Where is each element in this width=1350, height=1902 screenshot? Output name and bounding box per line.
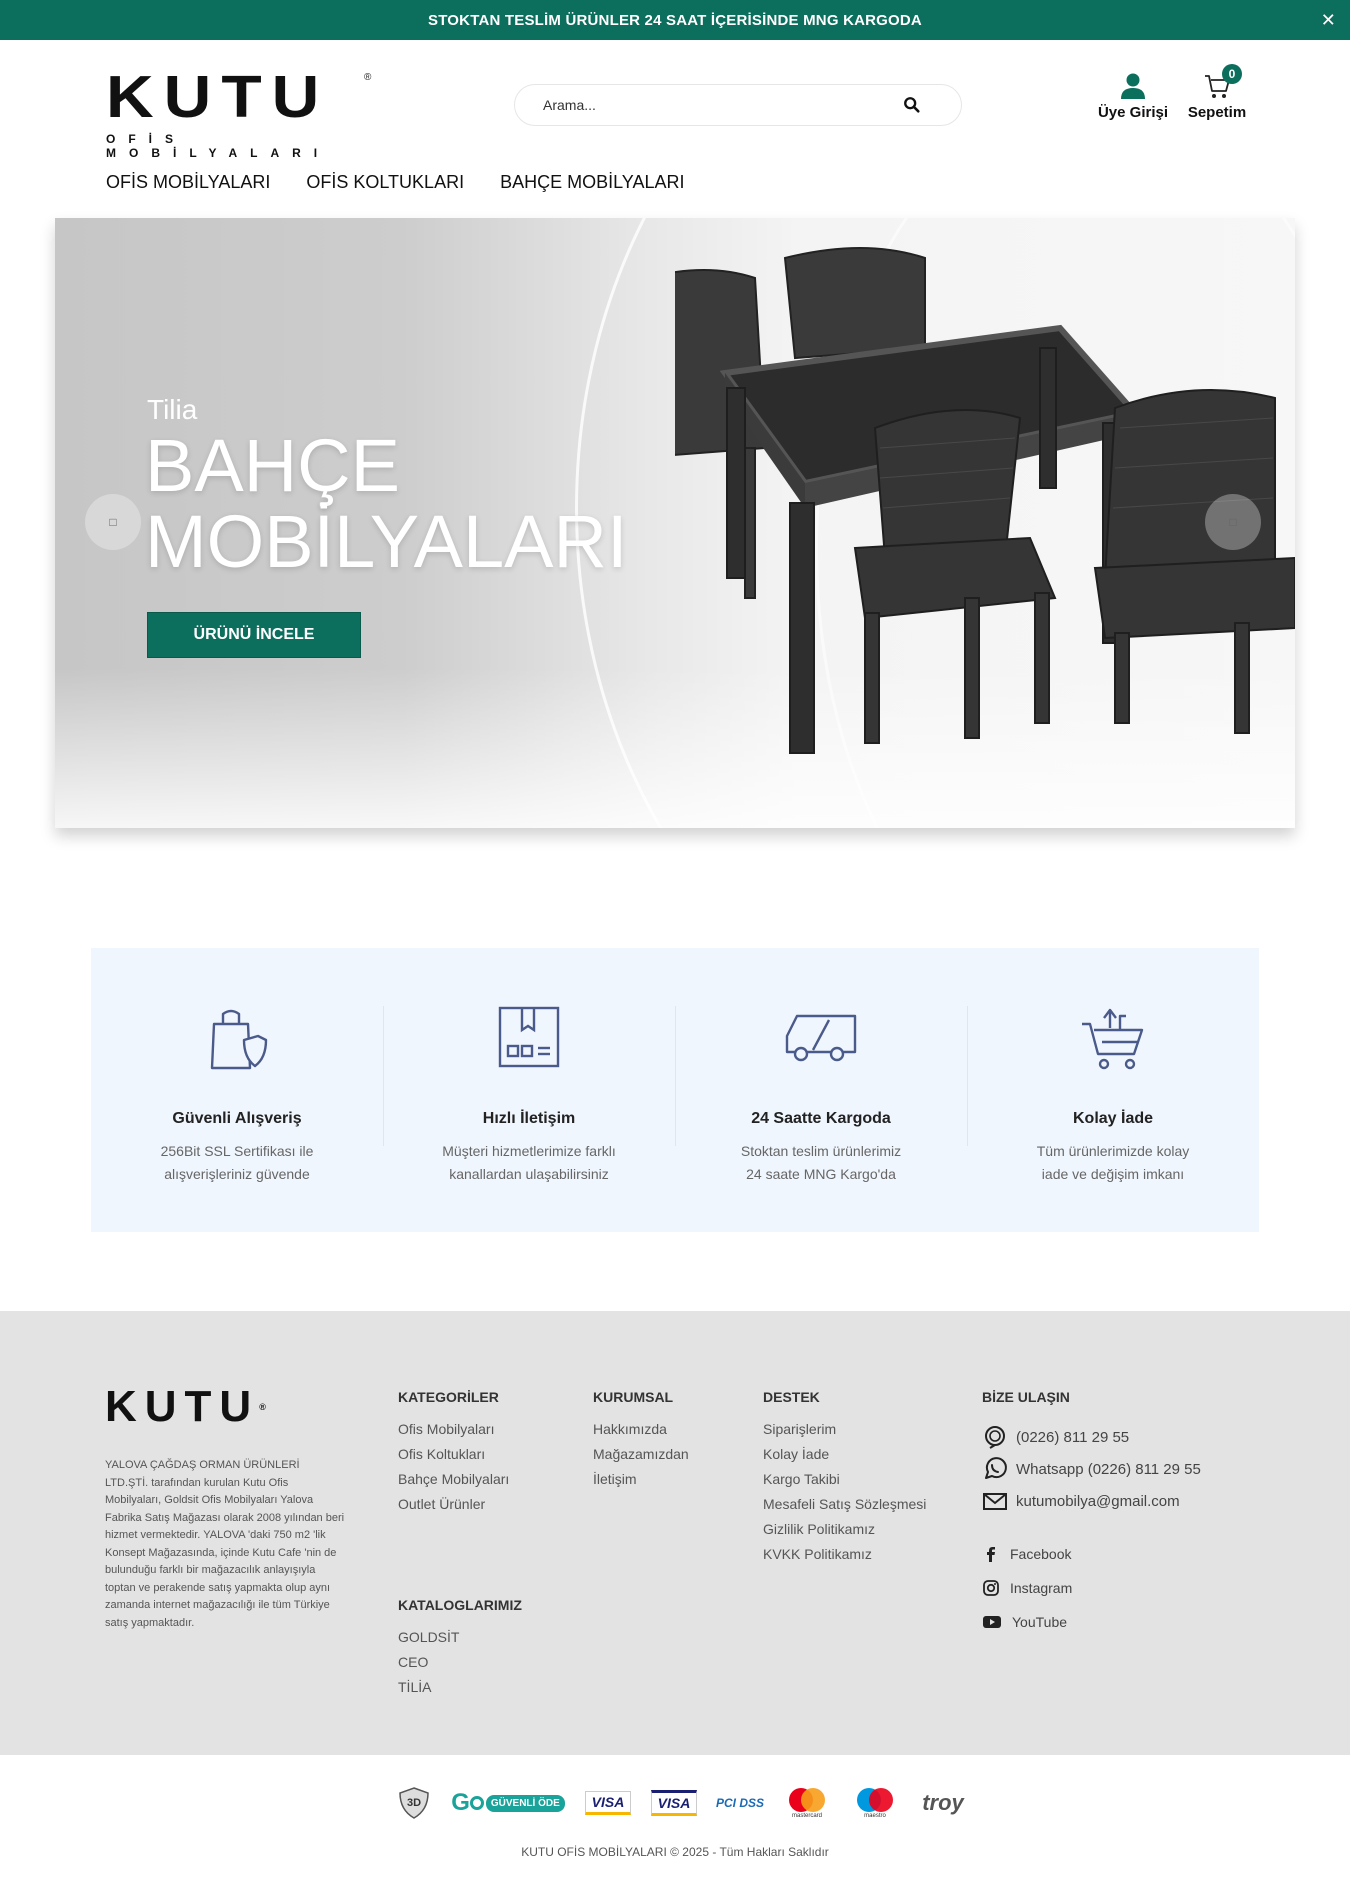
feature-title: Kolay İade bbox=[1072, 1110, 1154, 1127]
login-label: Üye Girişi bbox=[1097, 104, 1169, 121]
chevron-right-icon: □ bbox=[1229, 515, 1237, 529]
footer-link[interactable]: Outlet Ürünler bbox=[398, 1496, 486, 1512]
contact-card-icon bbox=[496, 1006, 562, 1072]
footer-categories bbox=[398, 1389, 509, 1517]
footer-link[interactable]: Siparişlerim bbox=[763, 1421, 837, 1437]
logo-registered-mark: ® bbox=[364, 72, 372, 83]
feature-desc-line: iade ve değişim imkanı bbox=[1041, 1166, 1185, 1182]
main-nav bbox=[106, 172, 684, 193]
company-about-text: YALOVA ÇAĞDAŞ ORMAN ÜRÜNLERİ LTD.ŞTİ. tarafından kurulan Kutu Ofis Mobilyaları, Goldsit Ofis Mobilyaları Yalova Fabrika Satış Mağazası olarak 2008 yılından beri hizmet vermektedir. YALOVA 'daki 750 m2 'lik Konsept Mağazasında, içinde Kutu Cafe 'nin de bulunduğu farklı bir mağazacılık anlayışıyla toptan ve perakende satış yapmakta olup aynı zamanda internet mağazacılığı ile tüm Türkiye satış yapmaktadır. bbox=[105, 1459, 345, 1629]
nav-item-garden-furniture[interactable]: BAHÇE MOBİLYALARI bbox=[500, 172, 685, 192]
hero-title-line2: MOBİLYALARI bbox=[145, 500, 628, 583]
go-mark: G bbox=[451, 1789, 470, 1816]
features-strip bbox=[91, 948, 1259, 1232]
troy-text: troy bbox=[922, 1790, 964, 1815]
search-bar bbox=[514, 84, 962, 126]
slider-prev-arrow[interactable] bbox=[85, 494, 141, 550]
footer-link[interactable]: Bahçe Mobilyaları bbox=[398, 1471, 510, 1487]
secure-3d-text: 3D bbox=[406, 1797, 422, 1809]
feature-description bbox=[675, 1140, 967, 1186]
troy-logo bbox=[916, 1786, 970, 1820]
footer-link[interactable]: İletişim bbox=[593, 1471, 637, 1487]
visa-text: VISA bbox=[651, 1790, 698, 1816]
feature-title: Hızlı İletişim bbox=[482, 1110, 576, 1127]
nav-item-office-furniture[interactable]: OFİS MOBİLYALARI bbox=[106, 172, 271, 192]
contact-email-text: kutumobilya@gmail.com bbox=[1016, 1492, 1180, 1510]
footer-catalogs bbox=[398, 1597, 522, 1700]
social-facebook[interactable] bbox=[982, 1537, 1201, 1571]
footer-heading: KATALOGLARIMIZ bbox=[398, 1597, 522, 1613]
footer-link[interactable]: TİLİA bbox=[398, 1679, 432, 1695]
social-instagram[interactable] bbox=[982, 1571, 1201, 1605]
cart-button[interactable] bbox=[1182, 67, 1252, 121]
footer-heading: KATEGORİLER bbox=[398, 1389, 499, 1405]
chevron-left-icon: □ bbox=[109, 515, 117, 529]
garden-furniture-image bbox=[675, 218, 1295, 778]
footer-heading: KURUMSAL bbox=[593, 1389, 674, 1405]
footer-logo[interactable] bbox=[105, 1382, 266, 1431]
hero-subtitle: Tilia bbox=[147, 394, 198, 425]
feature-24h-shipping bbox=[675, 1006, 967, 1232]
mastercard-text: mastercard bbox=[791, 1813, 822, 1819]
hero-title bbox=[145, 424, 628, 583]
feature-title: 24 Saatte Kargoda bbox=[751, 1110, 891, 1127]
site-logo[interactable] bbox=[106, 62, 376, 160]
whatsapp-icon bbox=[982, 1456, 1008, 1482]
footer-contact bbox=[982, 1389, 1201, 1639]
social-instagram-label: Instagram bbox=[1010, 1580, 1073, 1596]
feature-description bbox=[383, 1140, 675, 1186]
return-cart-icon bbox=[1080, 1006, 1146, 1072]
feature-description bbox=[91, 1140, 383, 1186]
go-secure-text: GÜVENLİ ÖDE bbox=[486, 1795, 565, 1812]
footer-link[interactable]: Ofis Koltukları bbox=[398, 1446, 486, 1462]
payment-logos bbox=[394, 1786, 970, 1820]
site-footer bbox=[0, 1311, 1350, 1755]
feature-secure-shopping bbox=[91, 1006, 383, 1232]
footer-logo-text: KUTU bbox=[105, 1382, 260, 1431]
feature-easy-return bbox=[967, 1006, 1259, 1232]
feature-desc-line: Tüm ürünlerimizde kolay bbox=[1036, 1143, 1190, 1159]
user-icon bbox=[1120, 72, 1146, 100]
logo-text: KUTU bbox=[106, 62, 330, 130]
footer-link[interactable]: Ofis Mobilyaları bbox=[398, 1421, 495, 1437]
pci-dss-logo bbox=[714, 1786, 766, 1820]
feature-fast-contact bbox=[383, 1006, 675, 1232]
announcement-bar bbox=[0, 0, 1350, 40]
contact-whatsapp[interactable] bbox=[982, 1453, 1201, 1485]
cart-label: Sepetim bbox=[1187, 104, 1247, 121]
footer-support bbox=[763, 1389, 926, 1567]
footer-link[interactable]: Kargo Takibi bbox=[763, 1471, 840, 1487]
social-youtube[interactable] bbox=[982, 1605, 1201, 1639]
instagram-icon bbox=[982, 1579, 1000, 1597]
footer-link[interactable]: Mağazamızdan bbox=[593, 1446, 689, 1462]
feature-desc-line: Stoktan teslim ürünlerimiz bbox=[740, 1143, 902, 1159]
footer-heading: BİZE ULAŞIN bbox=[982, 1389, 1070, 1405]
search-icon[interactable] bbox=[903, 96, 921, 114]
contact-whatsapp-text: Whatsapp (0226) 811 29 55 bbox=[1016, 1460, 1201, 1478]
maestro-logo bbox=[848, 1786, 902, 1820]
footer-heading: DESTEK bbox=[763, 1389, 820, 1405]
mail-icon bbox=[982, 1488, 1008, 1514]
contact-phone-text: (0226) 811 29 55 bbox=[1016, 1428, 1130, 1446]
youtube-icon bbox=[982, 1613, 1002, 1631]
contact-phone[interactable] bbox=[982, 1421, 1201, 1453]
mastercard-logo bbox=[780, 1786, 834, 1820]
search-input[interactable] bbox=[543, 97, 883, 113]
go-secure-pay-logo bbox=[448, 1786, 568, 1820]
visa-text: VISA bbox=[585, 1791, 632, 1815]
contact-email[interactable] bbox=[982, 1485, 1201, 1517]
pci-text: PCI DSS bbox=[715, 1796, 764, 1810]
footer-link[interactable]: CEO bbox=[398, 1654, 429, 1670]
hero-title-line1: BAHÇE bbox=[145, 424, 400, 507]
login-button[interactable] bbox=[1096, 72, 1170, 121]
slider-next-arrow[interactable] bbox=[1205, 494, 1261, 550]
delivery-truck-icon bbox=[783, 1006, 859, 1072]
visa-logo bbox=[582, 1786, 634, 1820]
hero-slider bbox=[55, 218, 1295, 828]
footer-corporate bbox=[593, 1389, 689, 1492]
feature-description bbox=[967, 1140, 1259, 1186]
feature-desc-line: 24 saate MNG Kargo'da bbox=[746, 1166, 896, 1182]
footer-link[interactable]: KVKK Politikamız bbox=[763, 1546, 872, 1562]
secure-3d-logo bbox=[394, 1786, 434, 1820]
social-youtube-label: YouTube bbox=[1012, 1614, 1068, 1630]
feature-desc-line: 256Bit SSL Sertifikası ile bbox=[160, 1143, 314, 1159]
facebook-icon bbox=[982, 1545, 1000, 1563]
announcement-text: STOKTAN TESLİM ÜRÜNLER 24 SAAT İÇERİSİNDE MNG KARGODA bbox=[428, 11, 922, 29]
visa-logo bbox=[648, 1786, 700, 1820]
view-product-button[interactable]: ÜRÜNÜ İNCELE bbox=[147, 612, 361, 658]
logo-subtitle: OFİS MOBİLYALARI bbox=[106, 132, 331, 160]
social-links bbox=[982, 1537, 1201, 1639]
footer-logo-registered-mark: ® bbox=[259, 1402, 266, 1412]
maestro-text: maestro bbox=[864, 1813, 886, 1819]
nav-item-office-chairs[interactable]: OFİS KOLTUKLARI bbox=[306, 172, 465, 192]
close-icon[interactable]: ✕ bbox=[1320, 10, 1336, 30]
feature-desc-line: Müşteri hizmetlerimize farklı bbox=[442, 1143, 616, 1159]
footer-link[interactable]: GOLDSİT bbox=[398, 1629, 460, 1645]
feature-desc-line: alışverişleriniz güvende bbox=[164, 1166, 310, 1182]
feature-title: Güvenli Alışveriş bbox=[172, 1110, 302, 1127]
cart-count-badge: 0 bbox=[1222, 64, 1242, 84]
footer-link[interactable]: Kolay İade bbox=[763, 1446, 830, 1462]
feature-desc-line: kanallardan ulaşabilirsiniz bbox=[449, 1166, 609, 1182]
footer-link[interactable]: Hakkımızda bbox=[593, 1421, 667, 1437]
social-facebook-label: Facebook bbox=[1010, 1546, 1072, 1562]
footer-link[interactable]: Gizlilik Politikamız bbox=[763, 1521, 876, 1537]
footer-link[interactable]: Mesafeli Satış Sözleşmesi bbox=[763, 1496, 927, 1512]
secure-bag-icon bbox=[204, 1006, 270, 1072]
copyright-text: KUTU OFİS MOBİLYALARI © 2025 - Tüm Hakları Saklıdır bbox=[521, 1845, 829, 1859]
headset-icon bbox=[982, 1424, 1008, 1450]
